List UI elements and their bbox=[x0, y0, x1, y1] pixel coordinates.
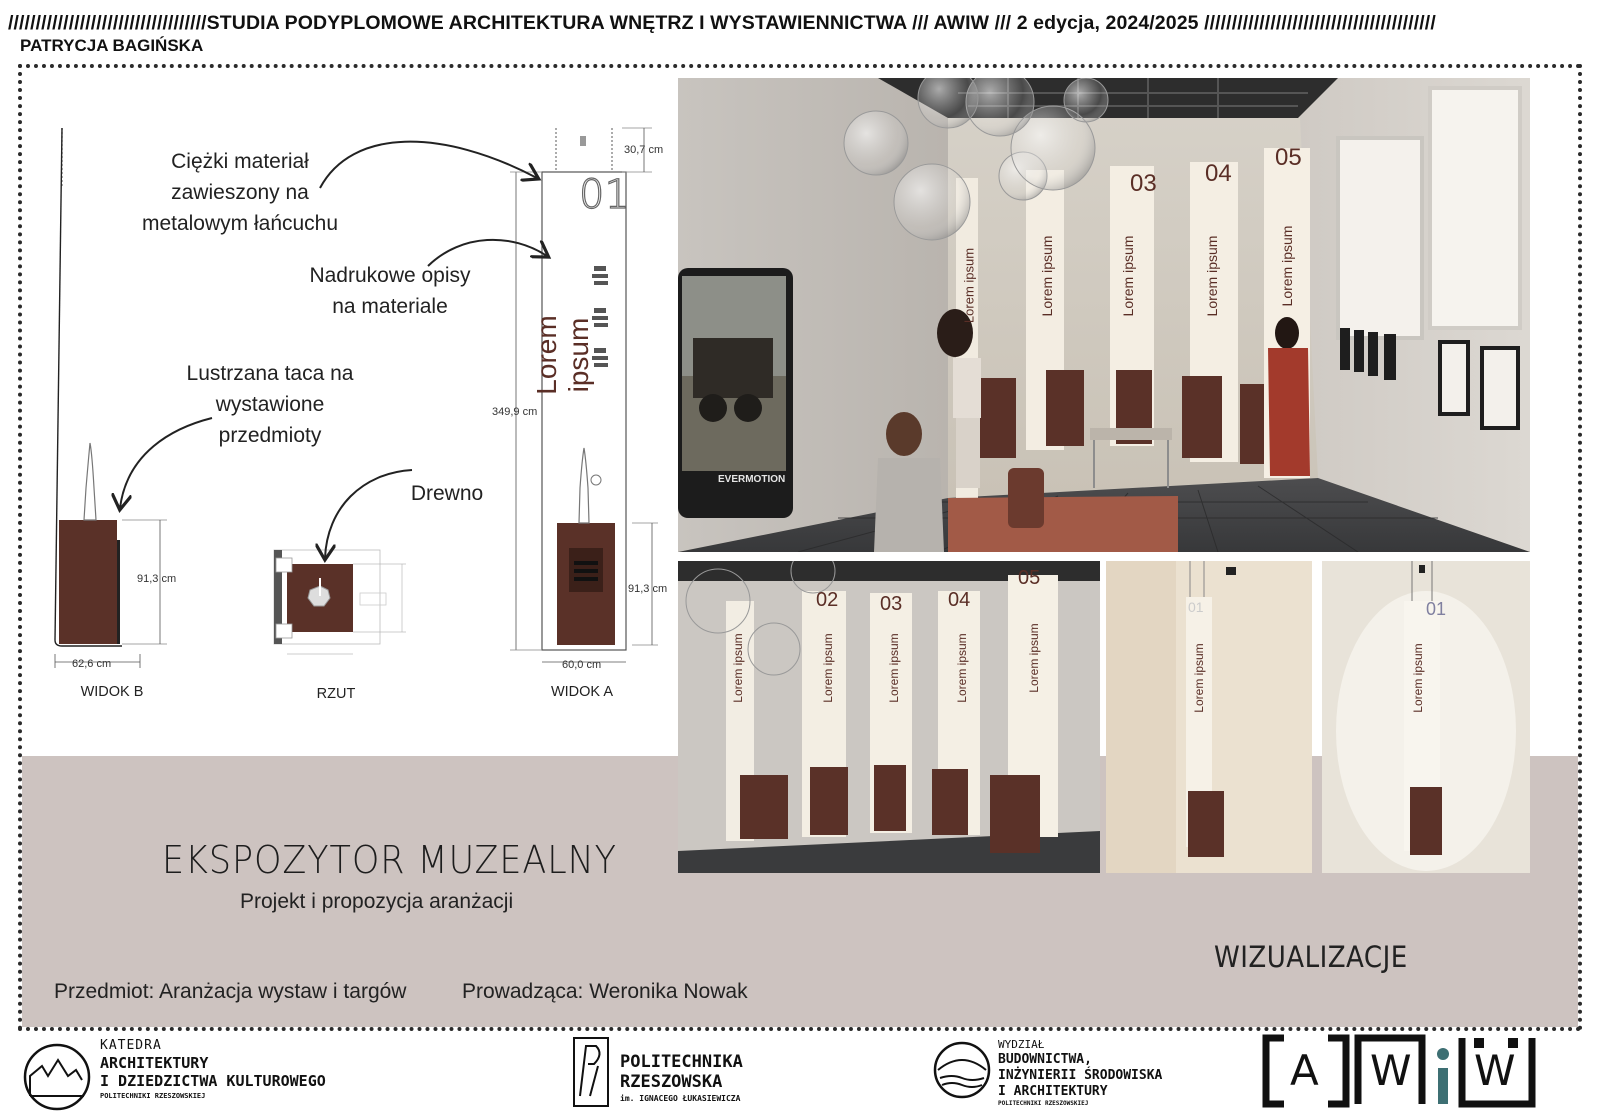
katedra-line-3: I DZIEDZICTWA KULTUROWEGO bbox=[100, 1072, 326, 1090]
view-a-banner-text: Lorem ipsum bbox=[531, 315, 594, 395]
row-banner-02: 02 bbox=[816, 589, 839, 611]
single-visualization-light bbox=[1322, 561, 1530, 873]
main-banner-lorem-5: Lorem ipsum bbox=[961, 247, 977, 324]
course-name: Przedmiot: Aranżacja wystaw i targów bbox=[54, 980, 407, 1003]
politechnika-emblem-icon bbox=[572, 1036, 612, 1110]
dim-width-a: 60,0 cm bbox=[562, 659, 602, 671]
annotation-print: Nadrukowe opisy na materiale bbox=[309, 264, 471, 318]
main-banner-lorem-3: Lorem ipsum bbox=[1279, 225, 1295, 307]
wydzial-emblem-icon bbox=[932, 1040, 992, 1100]
main-banner-05: 05 bbox=[1275, 144, 1302, 171]
single-light-lorem: Lorem ipsum bbox=[1411, 643, 1425, 713]
dim-top-a: 30,7 cm bbox=[624, 144, 664, 156]
politechnika-line-2: RZESZOWSKA bbox=[620, 1072, 723, 1092]
awiw-letter-w1: W bbox=[1370, 1046, 1412, 1095]
row-banner-lorem-2: Lorem ipsum bbox=[887, 633, 901, 703]
arrow-chain bbox=[320, 142, 537, 188]
single-warm-lorem: Lorem ipsum bbox=[1192, 643, 1206, 713]
politechnika-line-3: im. IGNACEGO ŁUKASIEWICZA bbox=[620, 1094, 741, 1103]
katedra-emblem-icon bbox=[22, 1042, 92, 1112]
katedra-line-1: KATEDRA bbox=[100, 1038, 162, 1053]
view-b-label: WIDOK B bbox=[80, 684, 144, 700]
row-banner-lorem-3: Lorem ipsum bbox=[955, 633, 969, 703]
row-banner-05: 05 bbox=[1018, 567, 1041, 589]
annotation-tray: Lustrzana taca na wystawione przedmioty bbox=[186, 362, 354, 447]
project-subtitle: Projekt i propozycja aranżacji bbox=[240, 890, 514, 913]
logo-awiw bbox=[1262, 1034, 1552, 1112]
annotation-chain: Ciężki materiał zawieszony na metalowym łańcuchu bbox=[141, 150, 339, 235]
politechnika-line-1: POLITECHNIKA bbox=[620, 1052, 743, 1072]
dim-height-b: 91,3 cm bbox=[137, 573, 177, 585]
wydzial-line-3: INŻYNIERII ŚRODOWISKA bbox=[998, 1068, 1163, 1083]
logo-wydzial bbox=[930, 1034, 1210, 1112]
row-banner-lorem-5: Lorem ipsum bbox=[731, 633, 745, 703]
author-name: PATRYCJA BAGIŃSKA bbox=[20, 36, 204, 55]
dim-height-a: 91,3 cm bbox=[628, 583, 668, 595]
wydzial-line-2: BUDOWNICTWA, bbox=[998, 1052, 1092, 1067]
logo-politechnika bbox=[570, 1034, 830, 1112]
single-visualization-warm bbox=[1106, 561, 1312, 873]
teacher-name: Prowadząca: Weronika Nowak bbox=[462, 980, 748, 1003]
row-banner-lorem-4: Lorem ipsum bbox=[1027, 623, 1041, 693]
katedra-line-2: ARCHITEKTURY bbox=[100, 1054, 209, 1072]
plan-label: RZUT bbox=[316, 686, 356, 702]
logo-katedra bbox=[20, 1034, 380, 1112]
main-banner-04: 04 bbox=[1205, 160, 1232, 187]
row-banner-lorem-1: Lorem ipsum bbox=[821, 633, 835, 703]
view-a-label: WIDOK A bbox=[550, 684, 614, 700]
single-warm-number: 01 bbox=[1188, 599, 1204, 615]
page-header-title: ////////////////////////////////////STUDIA PODYPLOMOWE ARCHITEKTURA WNĘTRZ I WYSTAWIENNICTWA /// AWIW /// 2 edycja, 2024/2025 ////////////////////////////////////////// bbox=[8, 12, 1436, 34]
tv-brand: EVERMOTION bbox=[718, 474, 786, 485]
annotation-wood: Drewno bbox=[410, 482, 484, 505]
view-a-banner-number: 01 bbox=[579, 172, 630, 218]
visualizations-label: WIZUALIZACJE bbox=[1214, 940, 1408, 974]
wydzial-line-5: POLITECHNIKI RZESZOWSKIEJ bbox=[998, 1100, 1089, 1107]
plan-drawing bbox=[274, 550, 406, 654]
main-banner-lorem-4: Lorem ipsum bbox=[1039, 235, 1055, 317]
wydzial-line-4: I ARCHITEKTURY bbox=[998, 1084, 1108, 1099]
main-banner-lorem-2: Lorem ipsum bbox=[1204, 235, 1220, 317]
row-banner-04: 04 bbox=[948, 589, 971, 611]
wydzial-line-1: WYDZIAŁ bbox=[998, 1038, 1045, 1051]
awiw-letter-a: A bbox=[1290, 1046, 1319, 1095]
row-banner-03: 03 bbox=[880, 593, 903, 615]
dim-width-b: 62,6 cm bbox=[72, 658, 112, 670]
single-light-number: 01 bbox=[1426, 599, 1447, 619]
main-visualization bbox=[678, 78, 1530, 552]
poster-frame bbox=[18, 64, 1582, 1031]
arrow-wood bbox=[325, 470, 412, 558]
main-banner-lorem-1: Lorem ipsum bbox=[1120, 235, 1136, 317]
awiw-letter-w2: W bbox=[1474, 1046, 1516, 1095]
row-visualization bbox=[678, 561, 1100, 873]
main-banner-03: 03 bbox=[1130, 170, 1157, 197]
katedra-line-4: POLITECHNIKI RZESZOWSKIEJ bbox=[100, 1092, 206, 1100]
dim-total-a: 349,9 cm bbox=[492, 406, 538, 418]
project-title: EKSPOZYTOR MUZEALNY bbox=[162, 838, 617, 882]
